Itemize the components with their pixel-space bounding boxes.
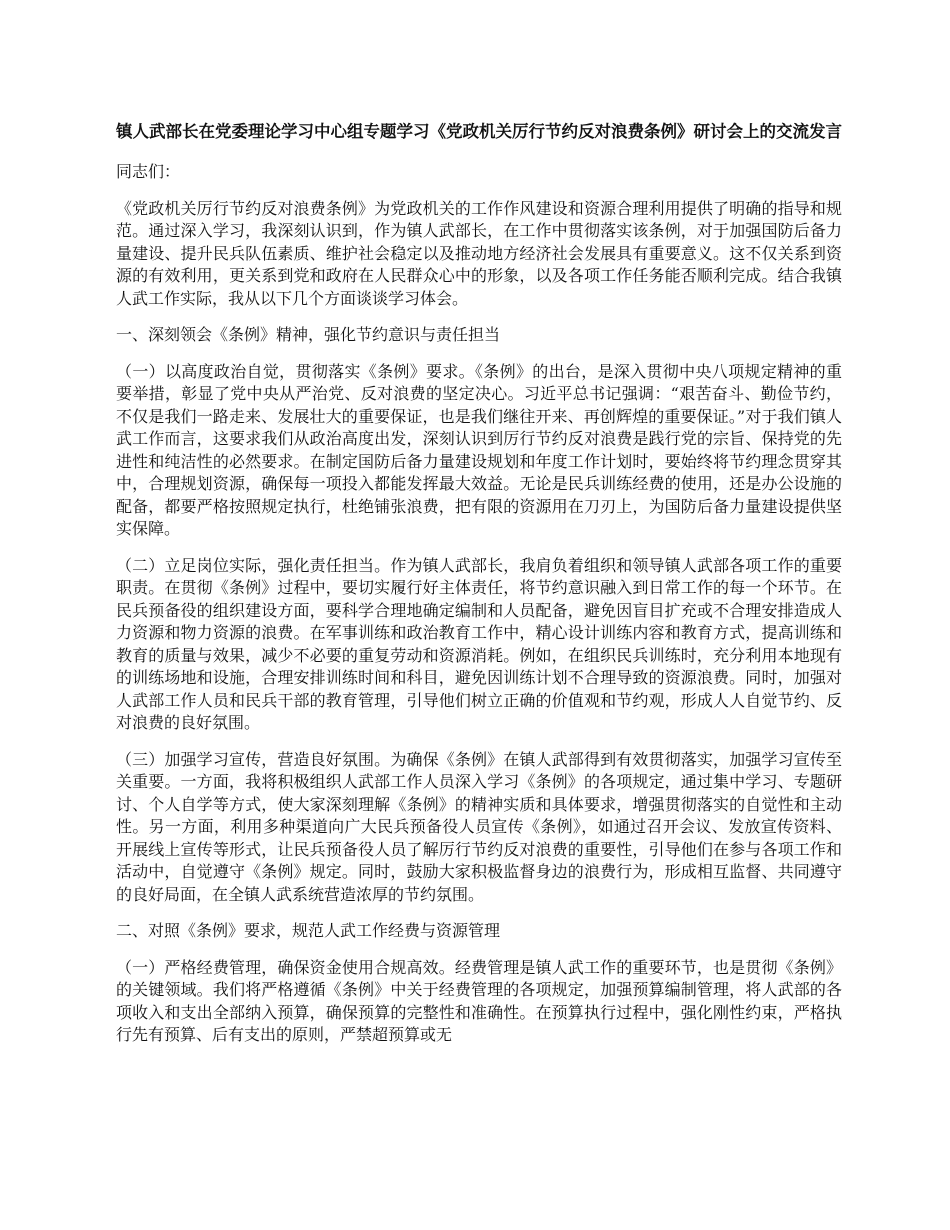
section-1-paragraph-2: （二）立足岗位实际，强化责任担当。作为镇人武部长，我肩负着组织和领导镇人武部各项工作的重要职责。在贯彻《条例》过程中，要切实履行好主体责任，将节约意识融入到日常工作的每一个环节。在民兵预备役的组织建设方面，要科学合理地确定编制和人员配备，避免因盲目扩充或不合理安排造成人力资源和物力资源的浪费。在军事训练和政治教育工作中，精心设计训练内容和教育方式，提高训练和教育的质量与效果，减少不必要的重复劳动和资源消耗。例如，在组织民兵训练时，充分利用本地现有的训练场地和设施，合理安排训练时间和科目，避免因训练计划不合理导致的资源浪费。同时，加强对人武部工作人员和民兵干部的教育管理，引导他们树立正确的价值观和节约观，形成人人自觉节约、反对浪费的良好氛围。 — [116, 555, 842, 732]
section-2-heading: 二、对照《条例》要求，规范人武工作经费与资源管理 — [116, 921, 501, 940]
section-1-paragraph-3: （三）加强学习宣传，营造良好氛围。为确保《条例》在镇人武部得到有效贯彻落实，加强学习宣传至关重要。一方面，我将积极组织人武部工作人员深入学习《条例》的各项规定，通过集中学习、专题研讨、个人自学等方式，使大家深刻理解《条例》的精神实质和具体要求，增强贯彻落实的自觉性和主动性。另一方面，利用多种渠道向广大民兵预备役人员宣传《条例》，如通过召开会议、发放宣传资料、开展线上宣传等形式，让民兵预备役人员了解厉行节约反对浪费的重要性，引导他们在参与各项工作和活动中，自觉遵守《条例》规定。同时，鼓励大家积极监督身边的浪费行为，形成相互监督、共同遵守的良好局面，在全镇人武系统营造浓厚的节约氛围。 — [116, 749, 842, 904]
document-title: 镇人武部长在党委理论学习中心组专题学习《党政机关厉行节约反对浪费条例》研讨会上的交流发言 — [116, 122, 842, 141]
salutation: 同志们： — [116, 162, 181, 181]
section-1-heading: 一、深刻领会《条例》精神，强化节约意识与责任担当 — [116, 325, 501, 344]
intro-paragraph: 《党政机关厉行节约反对浪费条例》为党政机关的工作作风建设和资源合理利用提供了明确的指导和规范。通过深入学习，我深刻认识到，作为镇人武部长，在工作中贯彻落实该条例，对于加强国防后备力量建设、提升民兵队伍素质、维护社会稳定以及推动地方经济社会发展具有重要意义。这不仅关系到资源的有效利用，更关系到党和政府在人民群众心中的形象，以及各项工作任务能否顺利完成。结合我镇人武工作实际，我从以下几个方面谈谈学习体会。 — [116, 198, 842, 308]
section-1-paragraph-1: （一）以高度政治自觉，贯彻落实《条例》要求。《条例》的出台，是深入贯彻中央八项规定精神的重要举措，彰显了党中央从严治党、反对浪费的坚定决心。习近平总书记强调：“艰苦奋斗、勤俭节约，不仅是我们一路走来、发展壮大的重要保证，也是我们继往开来、再创辉煌的重要保证。”对于我们镇人武工作而言，这要求我们从政治高度出发，深刻认识到厉行节约反对浪费是践行党的宗旨、保持党的先进性和纯洁性的必然要求。在制定国防后备力量建设规划和年度工作计划时，要始终将节约理念贯穿其中，合理规划资源，确保每一项投入都能发挥最大效益。无论是民兵训练经费的使用，还是办公设施的配备，都要严格按照规定执行，杜绝铺张浪费，把有限的资源用在刀刃上，为国防后备力量建设提供坚实保障。 — [116, 361, 842, 538]
section-2-paragraph-1: （一）严格经费管理，确保资金使用合规高效。经费管理是镇人武工作的重要环节，也是贯彻《条例》的关键领域。我们将严格遵循《条例》中关于经费管理的各项规定，加强预算编制管理，将人武部的各项收入和支出全部纳入预算，确保预算的完整性和准确性。在预算执行过程中，强化刚性约束，严格执行先有预算、后有支出的原则，严禁超预算或无 — [116, 957, 842, 1044]
